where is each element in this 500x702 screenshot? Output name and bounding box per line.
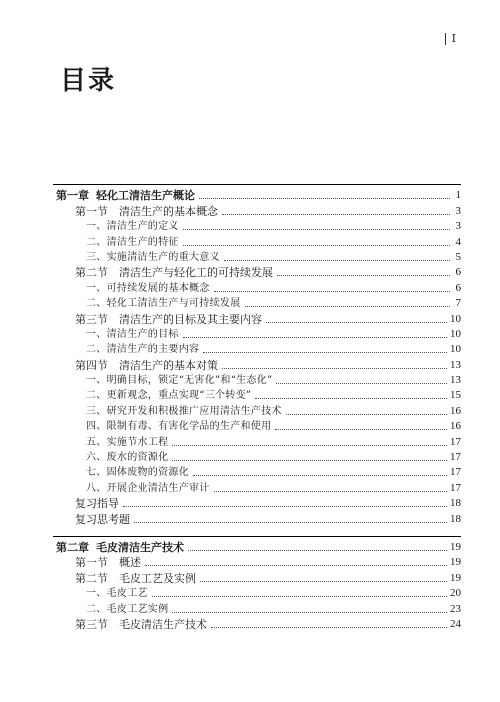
toc-entry-number: 第一节 xyxy=(75,556,108,570)
dot-leader xyxy=(199,198,450,199)
toc-entry-label xyxy=(86,389,251,402)
dot-leader xyxy=(224,260,450,261)
toc-entry-page: 19 xyxy=(450,540,461,553)
dot-leader xyxy=(275,429,447,430)
page-number xyxy=(445,32,456,45)
toc-entry-subsection[interactable] xyxy=(53,402,461,417)
toc-entry-text: 毛皮工艺及实例 xyxy=(119,571,196,585)
toc-entry-subsection[interactable] xyxy=(53,295,461,310)
dot-leader xyxy=(203,352,447,353)
toc-entry-subsection[interactable] xyxy=(53,433,461,448)
toc-entry-chapter[interactable] xyxy=(53,187,461,202)
dot-leader xyxy=(222,368,447,369)
toc-entry-number: 第二节 xyxy=(75,266,108,280)
dot-leader xyxy=(276,383,447,384)
toc-entry-subsection[interactable] xyxy=(53,372,461,387)
dot-leader xyxy=(172,460,447,461)
toc-entry-section[interactable] xyxy=(53,569,461,584)
toc-entry-number: 第二节 xyxy=(75,571,108,585)
toc-entry-label xyxy=(86,587,148,600)
toc-entry-text: 五、实施节水工程 xyxy=(86,436,169,448)
toc-entry-subsection[interactable] xyxy=(53,387,461,402)
toc-entry-text: 二、轻化工清洁生产与可持续发展 xyxy=(86,298,241,310)
toc-entry-page: 18 xyxy=(450,497,461,510)
toc-entry-text: 轻化工清洁生产概论 xyxy=(96,189,195,203)
toc-entry-page: 5 xyxy=(455,250,461,263)
toc-entry-label xyxy=(86,343,199,356)
toc-entry-page: 16 xyxy=(450,404,461,417)
toc-entry-section[interactable] xyxy=(53,202,461,217)
toc-entry-label xyxy=(86,466,189,479)
toc-entry-subsection[interactable] xyxy=(53,233,461,248)
toc-entry-text: 一、清洁生产的目标 xyxy=(86,328,179,340)
toc-entry-subsection[interactable] xyxy=(53,326,461,341)
toc-entry-page: 6 xyxy=(455,281,461,294)
toc-entry-label xyxy=(56,189,195,202)
toc-entry-label xyxy=(75,497,119,510)
toc-entry-page: 10 xyxy=(450,312,461,325)
toc-entry-text: 一、清洁生产的定义 xyxy=(86,221,179,233)
dot-leader xyxy=(172,612,447,613)
dot-leader xyxy=(245,306,451,307)
toc-entry-text: 清洁生产与轻化工的可持续发展 xyxy=(119,266,273,280)
toc-entry-text: 三、研究开发和积极推广应用清洁生产技术 xyxy=(86,405,282,417)
toc-entry-label xyxy=(86,436,168,449)
dot-leader xyxy=(211,627,447,628)
toc-entry-subsection[interactable] xyxy=(53,464,461,479)
toc-entry-section[interactable] xyxy=(53,616,461,631)
toc-entry-text: 毛皮清洁生产技术 xyxy=(96,540,184,554)
table-of-contents xyxy=(53,187,461,631)
toc-entry-number: 第一节 xyxy=(75,204,108,218)
toc-entry-page: 18 xyxy=(450,512,461,525)
dot-leader xyxy=(123,506,447,507)
toc-entry-subsection[interactable] xyxy=(53,249,461,264)
toc-entry-label xyxy=(75,359,218,372)
toc-entry-label xyxy=(75,572,196,585)
page-number-divider xyxy=(445,33,446,45)
toc-entry-page: 23 xyxy=(450,602,461,615)
toc-entry-text: 复习指导 xyxy=(75,497,119,511)
toc-entry-text: 二、清洁生产的特征 xyxy=(86,236,179,248)
toc-entry-text: 复习思考题 xyxy=(75,512,130,526)
toc-entry-page: 17 xyxy=(450,435,461,448)
toc-entry-label xyxy=(86,297,241,310)
dot-leader xyxy=(214,291,450,292)
page-number-text: I xyxy=(451,32,456,45)
toc-entry-subsection[interactable] xyxy=(53,585,461,600)
toc-entry-text: 二、毛皮工艺实例 xyxy=(86,603,169,615)
toc-entry-label xyxy=(86,482,210,495)
toc-entry-number: 第二章 xyxy=(56,540,89,554)
toc-entry-label xyxy=(86,251,220,264)
toc-entry-subsection[interactable] xyxy=(53,449,461,464)
toc-entry-text: 毛皮清洁生产技术 xyxy=(119,617,207,631)
dot-leader xyxy=(286,414,447,415)
toc-entry-text: 清洁生产的基本概念 xyxy=(119,204,218,218)
toc-entry-text: 六、废水的资源化 xyxy=(86,452,169,464)
toc-entry-subsection[interactable] xyxy=(53,600,461,615)
dot-leader xyxy=(277,275,450,276)
toc-entry-page: 6 xyxy=(455,266,461,279)
toc-entry-page: 3 xyxy=(455,220,461,233)
toc-entry-page: 10 xyxy=(450,327,461,340)
toc-entry-number: 第三节 xyxy=(75,312,108,326)
chapter-rule xyxy=(53,536,461,537)
toc-entry-label xyxy=(86,282,210,295)
toc-entry-section[interactable] xyxy=(53,554,461,569)
toc-entry-label xyxy=(75,266,273,279)
toc-entry-label xyxy=(86,603,168,616)
top-rule xyxy=(53,184,461,185)
toc-entry-page: 19 xyxy=(450,571,461,584)
toc-entry-page: 20 xyxy=(450,587,461,600)
toc-entry-text: 二、更新观念，重点实现“三个转变” xyxy=(86,390,252,402)
dot-leader xyxy=(145,565,447,566)
toc-entry-number: 第一章 xyxy=(56,189,89,203)
toc-entry-number: 第三节 xyxy=(75,617,108,631)
dot-leader xyxy=(134,522,447,523)
toc-entry-page: 17 xyxy=(450,481,461,494)
toc-entry-section[interactable] xyxy=(53,310,461,325)
toc-entry-page: 13 xyxy=(450,374,461,387)
toc-entry-page: 13 xyxy=(450,358,461,371)
toc-entry-label xyxy=(86,236,179,249)
toc-entry-page: 24 xyxy=(450,617,461,630)
toc-entry-chapter[interactable] xyxy=(53,539,461,554)
toc-entry-subsection[interactable] xyxy=(53,279,461,294)
toc-entry-text: 七、固体废物的资源化 xyxy=(86,467,189,479)
dot-leader xyxy=(152,596,447,597)
toc-entry-page: 16 xyxy=(450,420,461,433)
toc-entry-page: 10 xyxy=(450,343,461,356)
toc-entry-subsection[interactable] xyxy=(53,218,461,233)
toc-entry-page: 4 xyxy=(455,235,461,248)
toc-entry-label xyxy=(86,405,282,418)
toc-entry-page: 19 xyxy=(450,556,461,569)
toc-entry-text: 一、可持续发展的基本概念 xyxy=(86,282,210,294)
toc-entry-section[interactable] xyxy=(53,356,461,371)
toc-entry-subsection[interactable] xyxy=(53,479,461,494)
toc-entry-page: 3 xyxy=(455,204,461,217)
toc-entry-label xyxy=(86,374,272,387)
toc-entry-text: 清洁生产的基本对策 xyxy=(119,358,218,372)
toc-entry-section[interactable] xyxy=(53,264,461,279)
dot-leader xyxy=(183,337,447,338)
toc-entry-text: 概述 xyxy=(119,556,141,570)
toc-entry-label xyxy=(86,451,168,464)
toc-entry-label xyxy=(86,328,179,341)
dot-leader xyxy=(214,491,447,492)
toc-entry-page: 17 xyxy=(450,451,461,464)
toc-entry-review[interactable] xyxy=(53,495,461,510)
toc-entry-subsection[interactable] xyxy=(53,341,461,356)
dot-leader xyxy=(183,245,450,246)
dot-leader xyxy=(255,398,447,399)
toc-entry-page: 17 xyxy=(450,466,461,479)
dot-leader xyxy=(266,322,447,323)
toc-entry-label xyxy=(56,541,184,554)
toc-entry-subsection[interactable] xyxy=(53,418,461,433)
toc-entry-label xyxy=(86,220,179,233)
dot-leader xyxy=(183,229,450,230)
toc-entry-text: 四、限制有毒、有害化学品的生产和使用 xyxy=(86,421,272,433)
toc-entry-label xyxy=(75,313,262,326)
toc-entry-label xyxy=(86,420,271,433)
toc-entry-label xyxy=(75,556,141,569)
dot-leader xyxy=(193,475,447,476)
toc-entry-label xyxy=(75,618,207,631)
toc-entry-number: 第四节 xyxy=(75,358,108,372)
toc-entry-text: 八、开展企业清洁生产审计 xyxy=(86,482,210,494)
toc-entry-label xyxy=(75,205,218,218)
dot-leader xyxy=(172,445,447,446)
toc-entry-text: 二、清洁生产的主要内容 xyxy=(86,344,200,356)
toc-entry-text: 三、实施清洁生产的重大意义 xyxy=(86,251,220,263)
toc-entry-page: 15 xyxy=(450,389,461,402)
page-title: 目录 xyxy=(60,66,117,96)
toc-entry-label xyxy=(75,513,130,526)
dot-leader xyxy=(222,214,450,215)
toc-entry-page: 1 xyxy=(455,189,461,202)
toc-entry-page: 7 xyxy=(455,297,461,310)
chapter-gap xyxy=(53,526,461,536)
toc-entry-text: 清洁生产的目标及其主要内容 xyxy=(119,312,262,326)
toc-entry-text: 一、毛皮工艺 xyxy=(86,588,148,600)
dot-leader xyxy=(188,550,447,551)
toc-entry-text: 一、明确目标，锁定“无害化”和“生态化” xyxy=(86,375,273,387)
toc-entry-review[interactable] xyxy=(53,510,461,525)
dot-leader xyxy=(200,581,447,582)
